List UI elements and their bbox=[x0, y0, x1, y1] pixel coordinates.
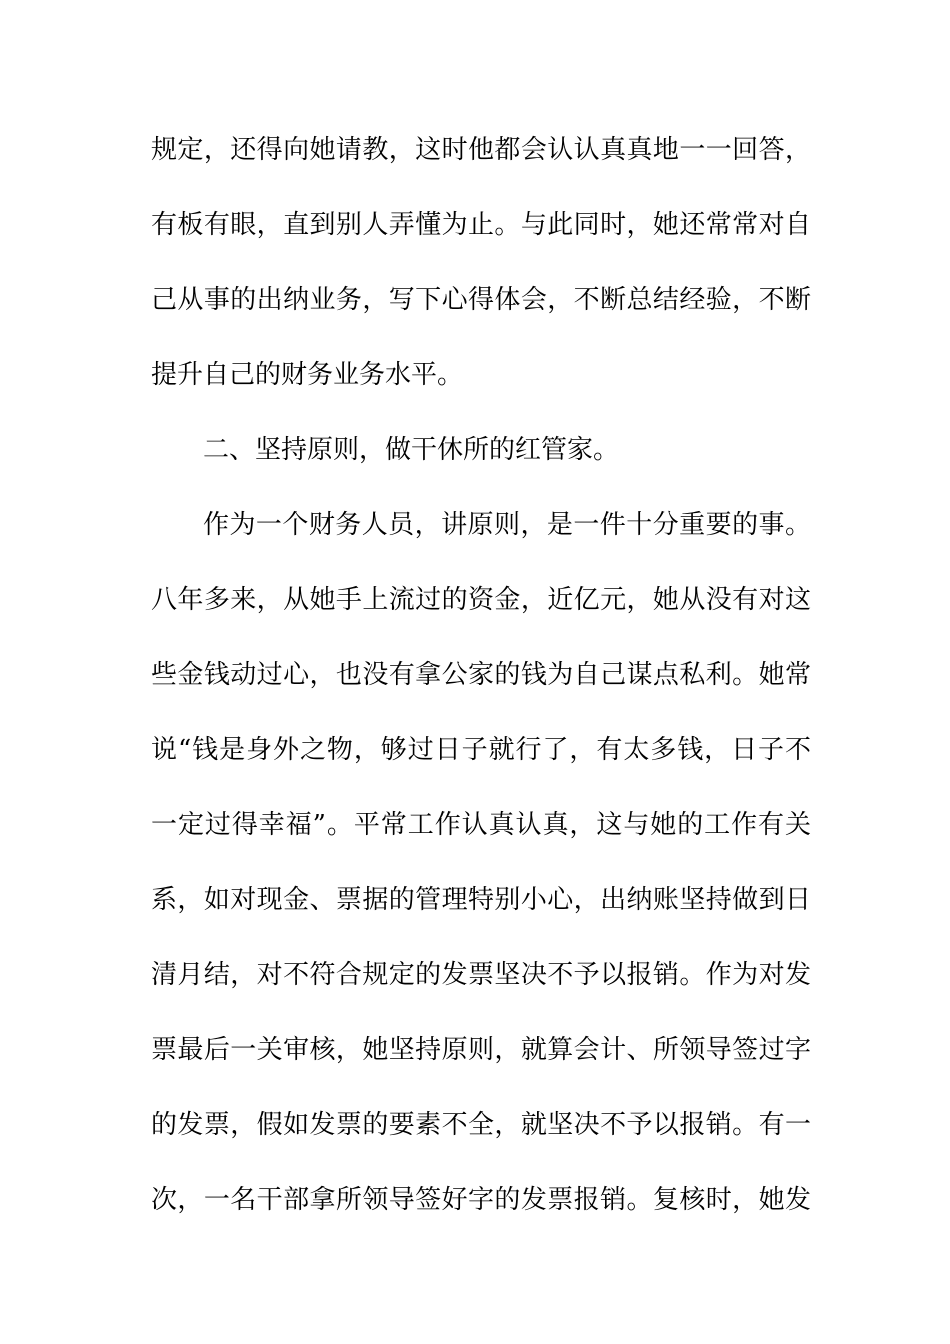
text-line: 些金钱动过心，也没有拿公家的钱为自己谋点私利。她常 bbox=[151, 660, 811, 690]
text-line: 说“钱是身外之物，够过日子就行了，有太多钱，日子不 bbox=[151, 735, 811, 765]
text-line: 的发票，假如发票的要素不全，就坚决不予以报销。有一 bbox=[151, 1110, 811, 1140]
text-line: 有板有眼，直到别人弄懂为止。与此同时，她还常常对自 bbox=[151, 210, 811, 240]
text-line: 规定，还得向她请教，这时他都会认认真真地一一回答， bbox=[151, 135, 811, 165]
text-line: 提升自己的财务业务水平。 bbox=[151, 360, 464, 390]
text-line: 次，一名干部拿所领导签好字的发票报销。复核时，她发 bbox=[151, 1185, 811, 1215]
text-line: 清月结，对不符合规定的发票坚决不予以报销。作为对发 bbox=[151, 960, 811, 990]
section-heading: 二、坚持原则，做干休所的红管家。 bbox=[203, 435, 620, 465]
text-line: 一定过得幸福”。平常工作认真认真，这与她的工作有关 bbox=[151, 810, 811, 840]
text-line: 己从事的出纳业务，写下心得体会，不断总结经验，不断 bbox=[151, 285, 811, 315]
text-line: 八年多来，从她手上流过的资金，近亿元，她从没有对这 bbox=[151, 585, 811, 615]
text-line: 票最后一关审核，她坚持原则，就算会计、所领导签过字 bbox=[151, 1035, 811, 1065]
paragraph-first-line: 作为一个财务人员，讲原则，是一件十分重要的事。 bbox=[203, 510, 811, 540]
text-line: 系，如对现金、票据的管理特别小心，出纳账坚持做到日 bbox=[151, 885, 811, 915]
